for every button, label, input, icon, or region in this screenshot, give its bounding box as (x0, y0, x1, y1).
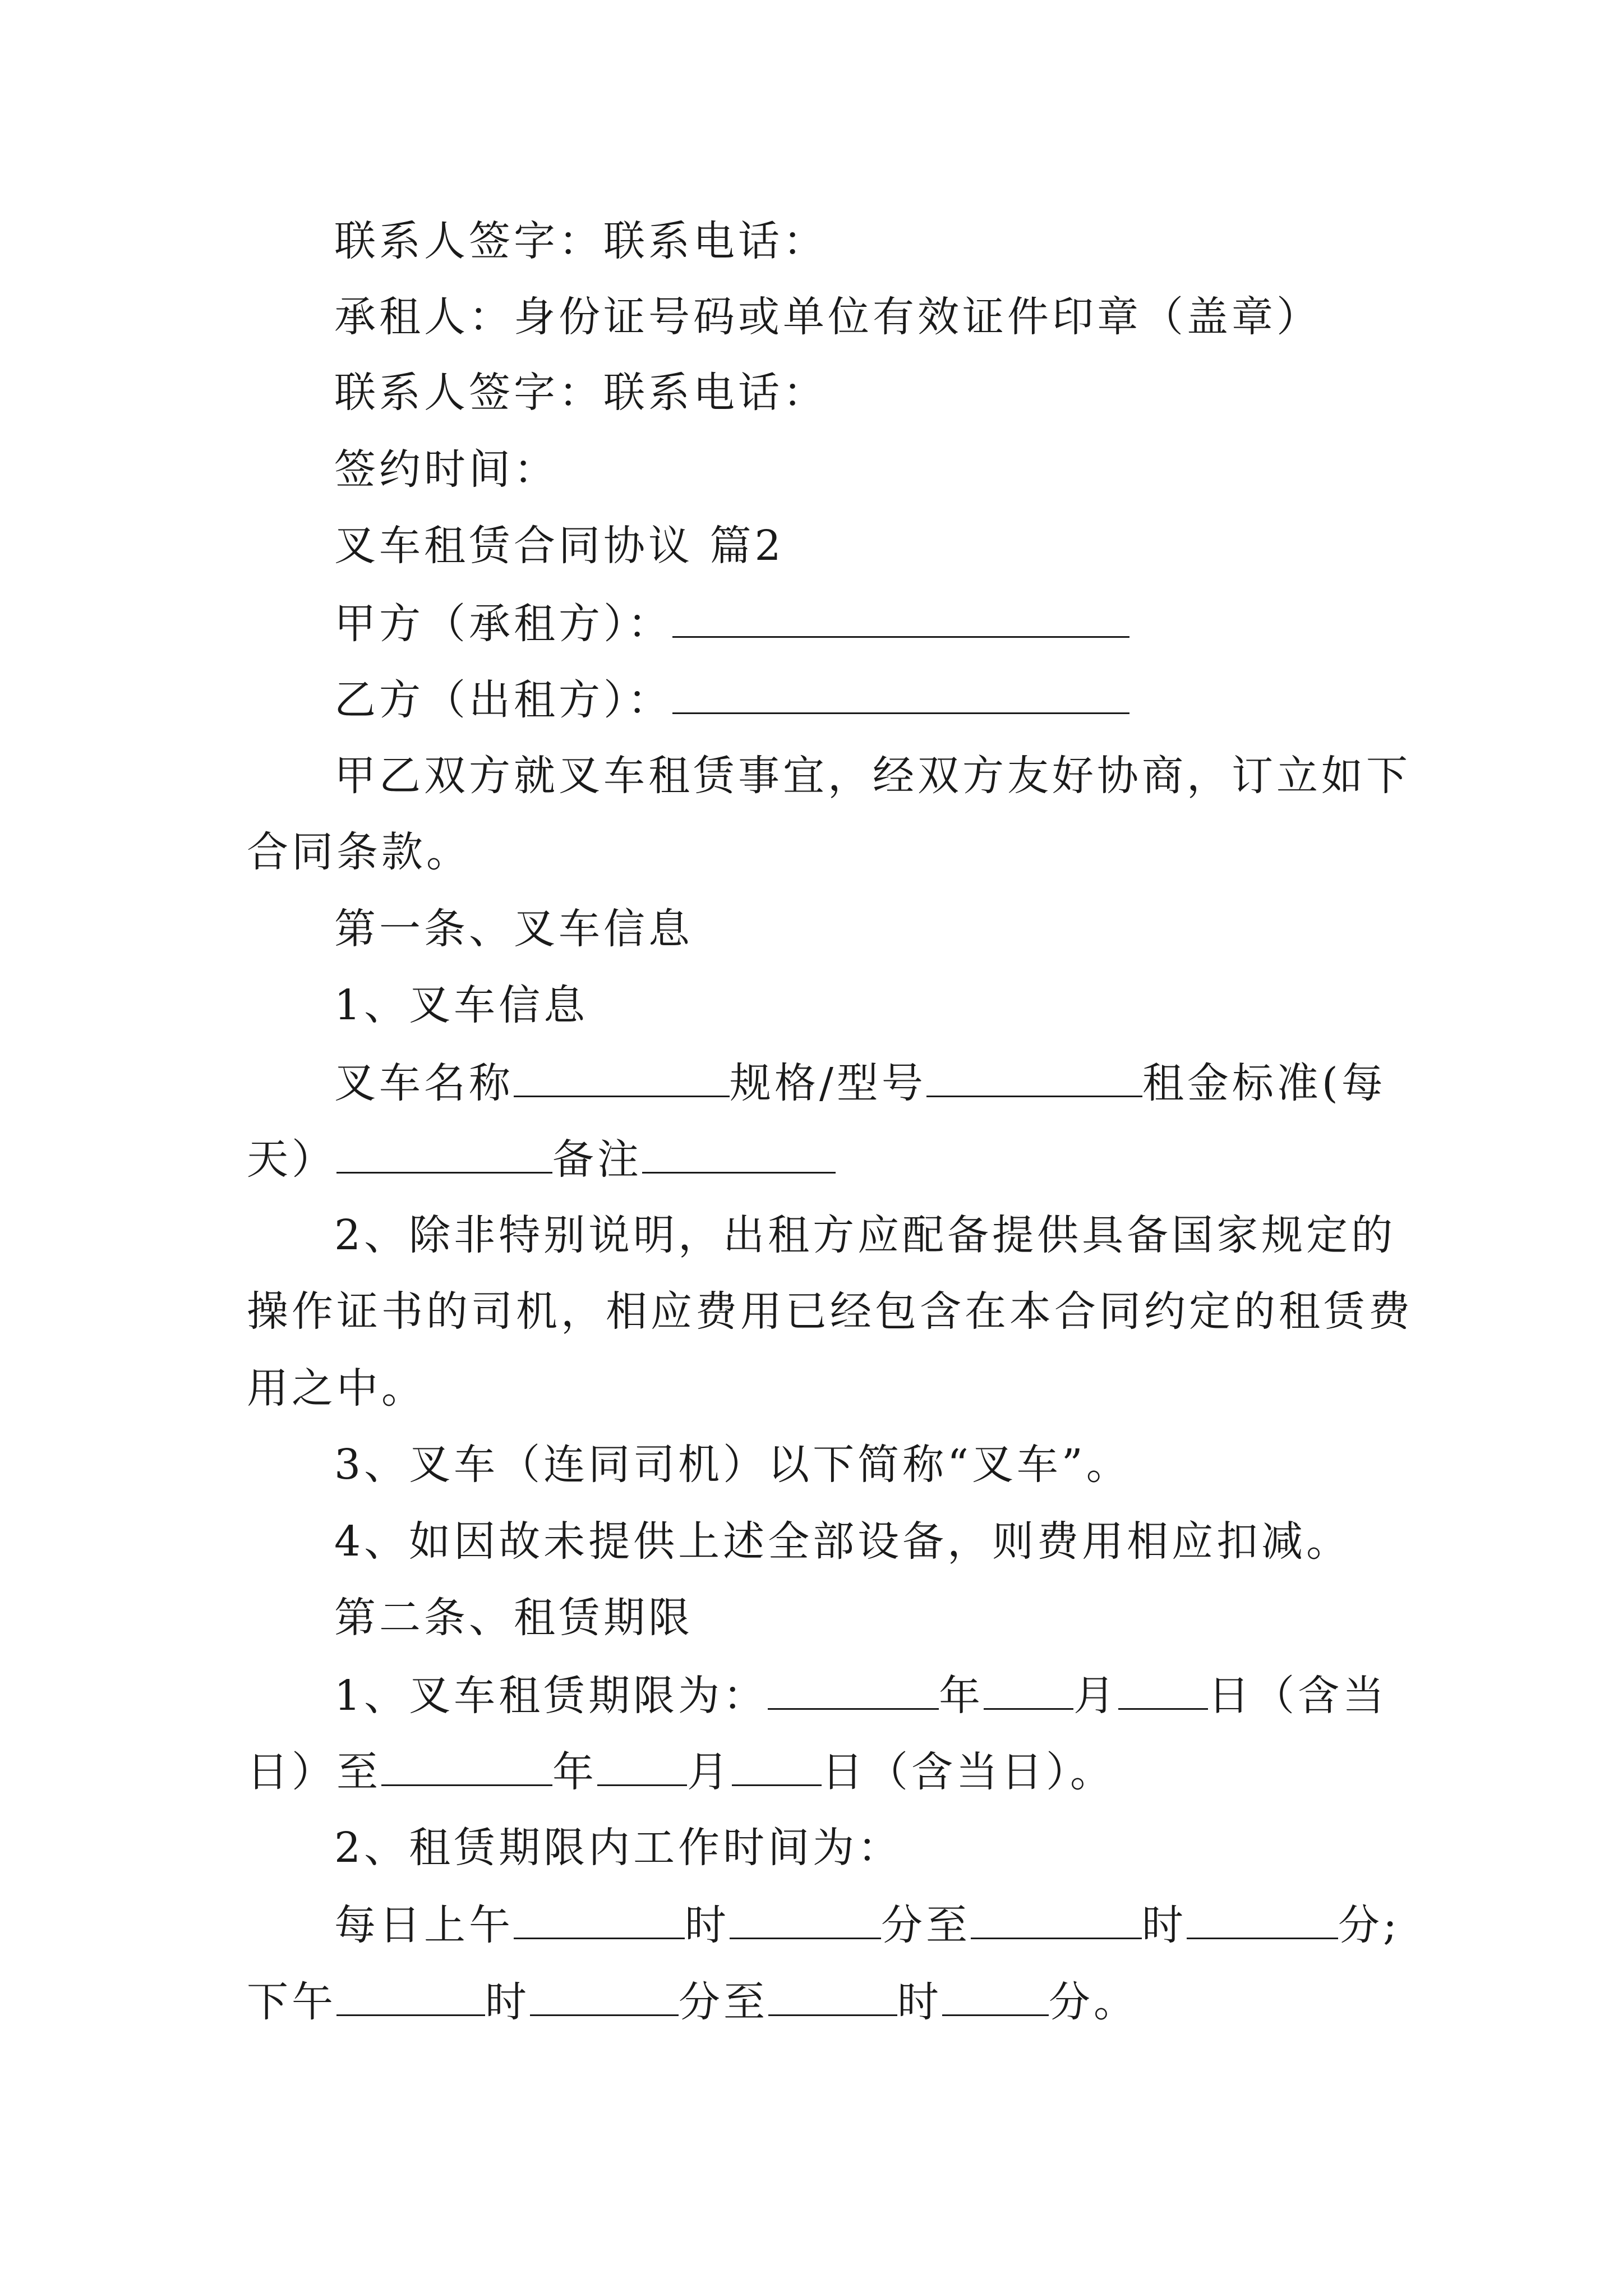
end-day-blank (732, 1743, 822, 1786)
text: 2、除非特别说明，出租方应配备提供具备国家规定的 (334, 1211, 1396, 1259)
text: 联系人签字：联系电话： (334, 369, 828, 417)
text: 叉车租赁合同协议 篇2 (334, 522, 785, 570)
morning-start-minute-blank (730, 1896, 881, 1939)
text: 1、叉车租赁期限为： (334, 1672, 768, 1720)
text: 签约时间： (334, 445, 559, 494)
text: 联系人签字：联系电话： (334, 217, 828, 265)
item-2-line-3 (247, 1360, 1391, 1416)
text: 规格/型号 (730, 1059, 926, 1107)
text: 第一条、叉车信息 (334, 905, 693, 953)
text: 分至 (679, 1978, 768, 2026)
signing-time-line (334, 441, 1478, 498)
party-b-line (334, 671, 1478, 728)
text: 时 (685, 1901, 730, 1949)
text: 时 (485, 1978, 530, 2026)
party-b-blank (672, 671, 1129, 714)
text: 租金标准(每 (1142, 1059, 1386, 1107)
text: 分至 (881, 1901, 971, 1949)
item-1-heading (334, 977, 1478, 1033)
end-year-blank (381, 1743, 552, 1786)
item-2-line-1 (334, 1207, 1478, 1263)
forklift-name-blank (514, 1054, 730, 1097)
article-1-heading (334, 901, 1478, 957)
text: 乙方（出租方）： (334, 676, 672, 724)
text: 分。 (1049, 1978, 1138, 2026)
text: 1、叉车信息 (334, 981, 589, 1029)
afternoon-start-minute-blank (530, 1973, 679, 2016)
morning-start-hour-blank (514, 1896, 685, 1939)
text: 3、叉车（连同司机）以下简称“叉车”。 (334, 1441, 1131, 1489)
lessee-id-line (334, 289, 1478, 345)
text: 备注 (552, 1135, 642, 1184)
text: 年 (552, 1748, 597, 1796)
morning-end-hour-blank (971, 1896, 1142, 1939)
text: 承租人：身份证号码或单位有效证件印章（盖章） (334, 293, 1321, 341)
text: 月 (1073, 1672, 1119, 1720)
contact-signature-line-1 (334, 213, 1478, 269)
item-2-line-2 (247, 1283, 1413, 1340)
text: 合同条款。 (247, 828, 471, 876)
section-title-part2 (334, 518, 1478, 574)
start-month-blank (984, 1667, 1073, 1710)
preamble-line-2 (247, 824, 1391, 880)
item-4-line (334, 1513, 1478, 1570)
text: 每日上午 (334, 1901, 514, 1949)
text: 日（含当日）。 (822, 1748, 1115, 1796)
working-time-heading (334, 1820, 1478, 1876)
text: 时 (1142, 1901, 1187, 1949)
afternoon-end-minute-blank (942, 1973, 1049, 2016)
text: 日（含当 (1208, 1672, 1388, 1720)
article-2-heading (334, 1590, 1478, 1646)
remarks-blank (642, 1130, 836, 1174)
text: 甲乙双方就叉车租赁事宜，经双方友好协商，订立如下 (334, 752, 1411, 800)
afternoon-end-hour-blank (768, 1973, 897, 2016)
text: 天） (247, 1135, 336, 1184)
text: 用之中。 (247, 1364, 426, 1412)
lease-term-line-2 (247, 1743, 1391, 1800)
afternoon-hours-line (247, 1973, 1391, 2030)
party-a-line (334, 595, 1478, 652)
text: 下午 (247, 1978, 336, 2026)
text: 操作证书的司机，相应费用已经包含在本合同约定的租赁费 (247, 1287, 1413, 1336)
party-a-blank (672, 595, 1129, 638)
text: 时 (897, 1978, 942, 2026)
forklift-info-line-2 (247, 1130, 1391, 1188)
text: 甲方（承租方）： (334, 600, 672, 648)
text: 叉车名称 (334, 1059, 514, 1107)
end-month-blank (597, 1743, 687, 1786)
spec-model-blank (926, 1054, 1142, 1097)
text: 分; (1338, 1901, 1400, 1949)
morning-hours-line (334, 1896, 1478, 1953)
lease-term-line-1 (334, 1667, 1478, 1724)
text: 4、如因故未提供上述全部设备，则费用相应扣减。 (334, 1517, 1352, 1566)
contact-signature-line-2 (334, 365, 1478, 421)
rent-standard-blank (336, 1130, 552, 1174)
morning-end-minute-blank (1187, 1896, 1338, 1939)
text: 第二条、租赁期限 (334, 1594, 693, 1642)
start-year-blank (768, 1667, 939, 1710)
preamble-line-1 (334, 748, 1478, 804)
afternoon-start-hour-blank (336, 1973, 485, 2016)
item-3-line (334, 1437, 1478, 1493)
text: 2、租赁期限内工作时间为： (334, 1824, 903, 1872)
text: 日）至 (247, 1748, 381, 1796)
start-day-blank (1118, 1667, 1208, 1710)
text: 月 (687, 1748, 732, 1796)
text: 年 (939, 1672, 984, 1720)
forklift-info-line-1 (334, 1054, 1478, 1111)
